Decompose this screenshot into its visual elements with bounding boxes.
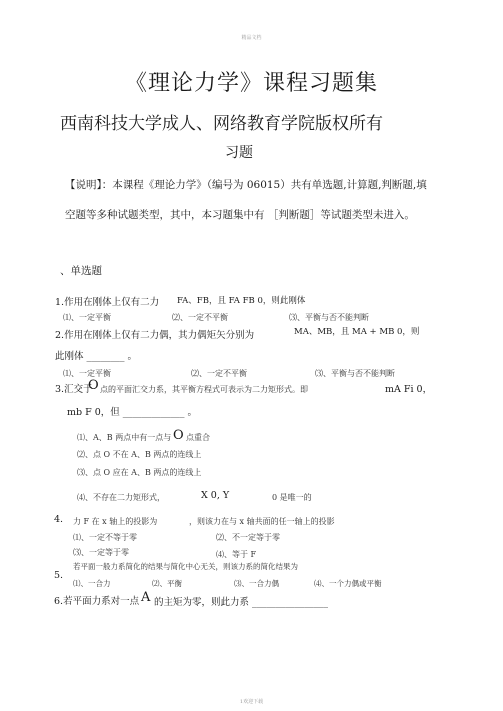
q4-text-2: ，则该力在与 x 轴共面的任一轴上的投影 [189,517,335,526]
q3-text-2: 点的平面汇交力系，其平衡方程式可表示为二力矩形式。即 [100,385,308,394]
q6-text: 6.若平面力系对一点 [54,596,140,607]
description-line-1: 【说明】：本课程《理论力学》（编号为 06015）共有单选题,计算题,判断题,填 [65,179,427,191]
q3-continuation: mb F 0，但 _____________ 。 [67,407,198,418]
page-footer: 1欢迎下载 [239,699,264,705]
q3-formula: mA Fi 0， [385,384,433,395]
q2-continuation: 此刚体 ________ 。 [55,351,138,362]
q3-option-4-end: 0 是唯一的 [272,493,312,502]
q3-point-o: O [88,378,99,393]
q2-option-3: ⑶、平衡与否不能判断 [315,369,395,378]
q4-option-3: ⑶、一定等于零 [73,548,129,557]
q3-option-1-o: O [173,428,184,443]
q2-option-1: ⑴、一定平衡 [63,369,111,378]
page-header: 精品文档 [241,35,262,41]
q4-option-1: ⑴、一定不等于零 [73,533,137,542]
q5-option-1: ⑴、一合力 [73,579,111,588]
q6-text-2: 的主矩为零，则此力系 ________________ [154,597,329,608]
section-heading: 习题 [225,145,253,161]
document-subtitle: 西南科技大学成人、网络教育学院版权所有 [60,114,383,134]
q4-text: 力 F 在 x 轴上的投影为 [73,517,158,526]
document-title: 《理论力学》课程习题集 [124,71,378,96]
q2-option-2: ⑵、一定不平衡 [191,369,247,378]
q3-option-1: ⑴、A、B 两点中有一点与 [77,433,172,442]
q5-option-2: ⑵、平衡 [152,579,182,588]
q1-option-2: ⑵、一定不平衡 [172,313,228,322]
q4-number: 4. [54,514,64,525]
q4-option-4: ⑷、等于 F [216,550,257,559]
single-choice-heading: 、单选题 [60,265,102,277]
q3-option-4: ⑷、不存在二力矩形式， [77,493,165,502]
q4-option-2: ⑵、不一定等于零 [216,533,280,542]
q3-option-1-end: 点重合 [186,433,210,442]
q5-option-3: ⑶、一合力偶 [234,579,279,588]
q5-number: 5. [54,570,64,581]
q1-option-3: ⑶、平衡与否不能判断 [289,313,369,322]
q3-option-4-eq: X 0, Y [201,490,230,501]
q1-formula: FA、FB，且 FA FB 0，则此刚体 [177,296,306,306]
q1-option-1: ⑴、一定平衡 [63,313,111,322]
description-line-2: 空题等多种试题类型，其中，本习题集中有 ［判断题］等试题类型未进入。 [65,209,415,221]
q2-formula: MA、MB，且 MA + MB 0，则 [294,327,420,337]
q3-option-3: ⑶、点 O 应在 A、B 两点的连线上 [77,468,202,477]
q6-point-a: A [141,590,151,605]
q2-text: 2.作用在刚体上仅有二力偶，其力偶矩矢分别为 [55,330,255,341]
q3-option-2: ⑵、点 O 不在 A、B 两点的连线上 [77,450,202,459]
q5-option-4: ⑷、一个力偶或平衡 [314,579,382,588]
q1-text: 1.作用在刚体上仅有二力 [55,297,160,308]
q3-text: 3.汇交于 [55,384,93,395]
q5-text: 若平面一般力系简化的结果与简化中心无关，则该力系的简化结果为 [73,562,298,571]
